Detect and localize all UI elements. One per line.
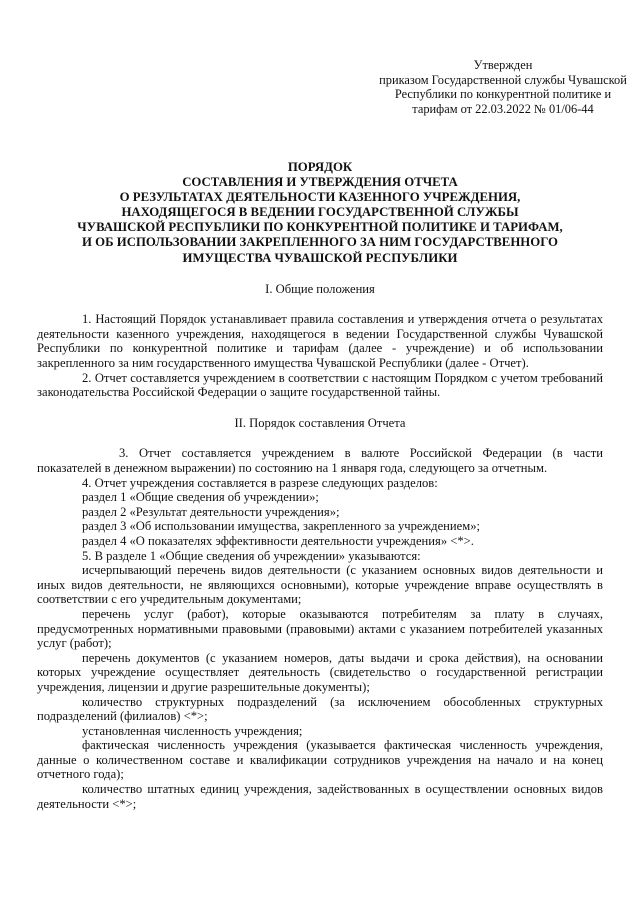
paragraph-1: 1. Настоящий Порядок устанавливает правила составления и утверждения отчета о результатах деятельности казенного учреждения, находящегося в ведении Государственной службы Чувашской Республики по конкурентной политике и тарифам (далее - учреждение) и об использовании закрепленного за ним государственного имущества Чувашской Республики (далее - Отчет). — [37, 312, 603, 371]
title-line: И ОБ ИСПОЛЬЗОВАНИИ ЗАКРЕПЛЕННОГО ЗА НИМ ГОСУДАРСТВЕННОГО — [82, 235, 558, 250]
paragraph-2: 2. Отчет составляется учреждением в соответствии с настоящим Порядком с учетом требований законодательства Российской Федерации о защите государственной тайны. — [37, 370, 603, 400]
paragraph-3: 3. Отчет составляется учреждением в валюте Российской Федерации (в части показателей в денежном выражении) по состоянию на 1 января года, следующего за отчетным. — [37, 446, 603, 475]
title-line: ПОРЯДОК — [287, 160, 353, 174]
title-line: ИМУЩЕСТВА ЧУВАШСКОЙ РЕСПУБЛИКИ — [182, 250, 458, 265]
list-item: перечень услуг (работ), которые оказываются потребителям за плату в случаях, предусмотренных нормативными правовыми (правовыми) актами с указанием потребителей указанных услуг (работ); — [37, 606, 603, 651]
list-item: фактическая численность учреждения (указывается фактическая численность учреждения, данные о количественном составе и квалификации сотрудников учреждения на начало и на конец отчетного года); — [37, 738, 603, 782]
paragraph-4: 4. Отчет учреждения составляется в разрезе следующих разделов: — [82, 475, 438, 490]
list-item: количество структурных подразделений (за исключением обособленных структурных подразделений (филиалов) <*>; — [37, 694, 603, 724]
approval-line: Республики по конкурентной политике и — [394, 87, 612, 101]
list-item-section: раздел 2 «Результат деятельности учреждения»; — [82, 504, 340, 519]
paragraph-5: 5. В разделе 1 «Общие сведения об учреждении» указываются: — [82, 548, 421, 563]
section-heading-general: I. Общие положения — [265, 281, 375, 296]
list-item-section: раздел 3 «Об использовании имущества, закрепленного за учреждением»; — [82, 519, 481, 534]
document-title — [37, 160, 603, 266]
list-item-section: раздел 4 «О показателях эффективности деятельности учреждения» <*>. — [82, 533, 474, 548]
list-item: перечень документов (с указанием номеров, даты выдачи и срока действия), на основании которых учреждение осуществляет деятельность (свидетельство о государственной регистрации учреждения, лицензии и другие разрешительные документы); — [37, 650, 603, 694]
title-line: НАХОДЯЩЕГОСЯ В ВЕДЕНИИ ГОСУДАРСТВЕННОЙ СЛУЖБЫ — [121, 205, 519, 220]
list-item: исчерпывающий перечень видов деятельности (с указанием основных видов деятельности и иных видов деятельности, не являющихся основными), которые учреждение вправе осуществлять в соответствии с его учредительным документами; — [37, 563, 603, 607]
title-line: СОСТАВЛЕНИЯ И УТВЕРЖДЕНИЯ ОТЧЕТА — [182, 175, 458, 190]
list-item: установленная численность учреждения; — [82, 723, 303, 738]
list-item-section: раздел 1 «Общие сведения об учреждении»; — [82, 490, 319, 505]
title-line: О РЕЗУЛЬТАТАХ ДЕЯТЕЛЬНОСТИ КАЗЕННОГО УЧРЕЖДЕНИЯ, — [119, 190, 521, 205]
list-item: количество штатных единиц учреждения, задействованных в осуществлении основных видов деятельности <*>; — [37, 782, 603, 811]
section-heading-report: II. Порядок составления Отчета — [234, 415, 406, 430]
approval-block — [373, 58, 633, 116]
approval-line: тарифам от 22.03.2022 № 01/06-44 — [412, 101, 594, 116]
title-line: ЧУВАШСКОЙ РЕСПУБЛИКИ ПО КОНКУРЕНТНОЙ ПОЛИТИКЕ И ТАРИФАМ, — [77, 220, 563, 235]
approval-line: приказом Государственной службы Чувашской — [379, 72, 627, 87]
approval-line: Утвержден — [473, 58, 533, 72]
